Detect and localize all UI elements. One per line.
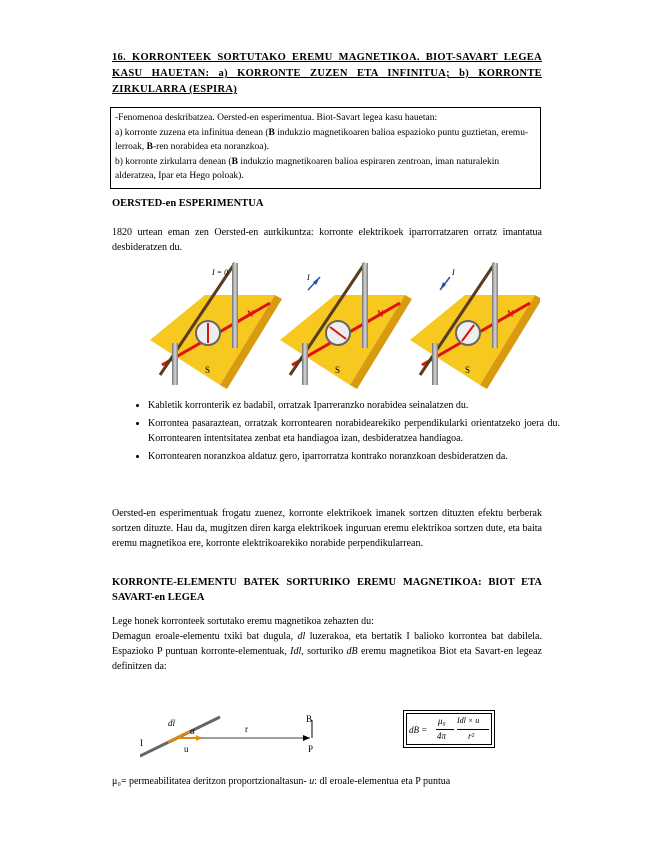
label-i: I (140, 738, 143, 748)
panel-no-current (150, 263, 282, 389)
label-i: I (452, 268, 455, 277)
label-i: I (307, 273, 310, 282)
biot-paragraph-1: Lege honek korronteek sortutako eremu magnetikoa zehazten du: (112, 616, 374, 627)
label-p: P (308, 744, 314, 754)
label-s: S (465, 365, 471, 375)
biot-heading: KORRONTE-ELEMENTU BATEK SORTURIKO EREMU MAGNETIKOA: BIOT ETA SAVART-en LEGEA (112, 577, 542, 603)
biot-savart-formula (403, 710, 495, 748)
page-title: 16. KORRONTEEK SORTUTAKO EREMU MAGNETIKOA. BIOT-SAVART LEGEA KASU HAUETAN: a) KORRONTE ZUZEN ETA INFINITUA; b) KORRONTE ZIRKULARRA (ESPIRA) (112, 52, 542, 95)
biot-paragraph-2: Demagun eroale-elementu txiki bat dugula, dl luzerakoa, eta bertatik I balioko korrontea bat dabilela. Espazioko P puntuan korronte-elementuak, Idl, sorturiko dB eremu magnetikoa Biot eta Savart-en legeaz definitzen da: (112, 631, 542, 672)
biot-last-line: μ₀= permeabilitatea deritzon proportzionaltasun- u: dl eroale-elementua eta P puntua (112, 776, 451, 787)
label-s: S (335, 365, 341, 375)
list-item: • Korrontearen noranzkoa aldatuz gero, iparrorratza kontrako noranzkoan desbideratzen da. (148, 449, 560, 465)
formula-lhs: dB = (409, 725, 428, 735)
summary-box (110, 107, 541, 189)
formula-four-pi: 4π (437, 731, 447, 741)
oersted-bullets (130, 398, 560, 466)
label-u: u (184, 744, 189, 754)
biot-savart-diagram (140, 712, 330, 762)
oersted-intro: 1820 urtean eman zen Oersted-en aurkikuntza: korronte elektrikoek iparrorratzaren orratz imantatua desbideratzen du. (112, 227, 542, 253)
oersted-figure (150, 255, 540, 390)
list-item: • Korrontea pasaraztean, orratzak korrontearen norabidearekiko perpendikularki orientatzeko joera du. Korrontearen intentsitatea zenbat eta handiagoa izan, desbideratzea handiagoa. (148, 416, 560, 447)
summary-line-1: -Fenomenoa deskribatzea. Oersted-en esperimentua. Biot-Savart legea kasu hauetan: (115, 113, 438, 123)
label-n: N (377, 309, 384, 319)
oersted-heading: OERSTED-en ESPERIMENTUA (112, 198, 264, 209)
oersted-conclusion: Oersted-en esperimentuak frogatu zuenez, korronte elektrikoek imanek sortzen dituzten efektu berberak sortzen dituzte. Hau da, mugitzen diren karga elektrikoek inguruan eremu elektrikoa sortzen dute, eta baita eremu magnetikoa ere, korronte elektrikoarekiko norabide perpendikularrean. (112, 508, 542, 549)
panel-reversed-current (410, 263, 540, 389)
biot-text (112, 614, 542, 674)
summary-line-3: b) korronte zirkularra denean (B indukzio magnetikoaren balioa espiraren zentroan, iman naturalekin alderatzea, Ipar eta Hego poloak). (115, 156, 500, 182)
formula-denominator: r² (468, 731, 475, 741)
panel-current (280, 263, 412, 389)
label-s: S (205, 365, 211, 375)
label-i0: I = 0 (212, 268, 229, 277)
formula-mu: μ₀ (438, 716, 446, 726)
summary-line-2: a) korronte zuzena eta infinitua denean (B indukzio magnetikoaren balioa espazioko puntu guztietan, eremu-lerroak, B-ren norabidea eta noranzkoa). (115, 127, 529, 153)
label-b: B (306, 714, 313, 724)
label-r: r (245, 724, 248, 734)
label-alpha: α (190, 726, 195, 736)
label-dl: dl (168, 718, 176, 728)
label-n: N (247, 309, 254, 319)
list-item: • Kabletik korronterik ez badabil, orratzak Iparreranzko norabidea seinalatzen du. (148, 398, 560, 414)
formula-numerator: Idl × u (457, 716, 480, 725)
label-n: N (507, 309, 514, 319)
